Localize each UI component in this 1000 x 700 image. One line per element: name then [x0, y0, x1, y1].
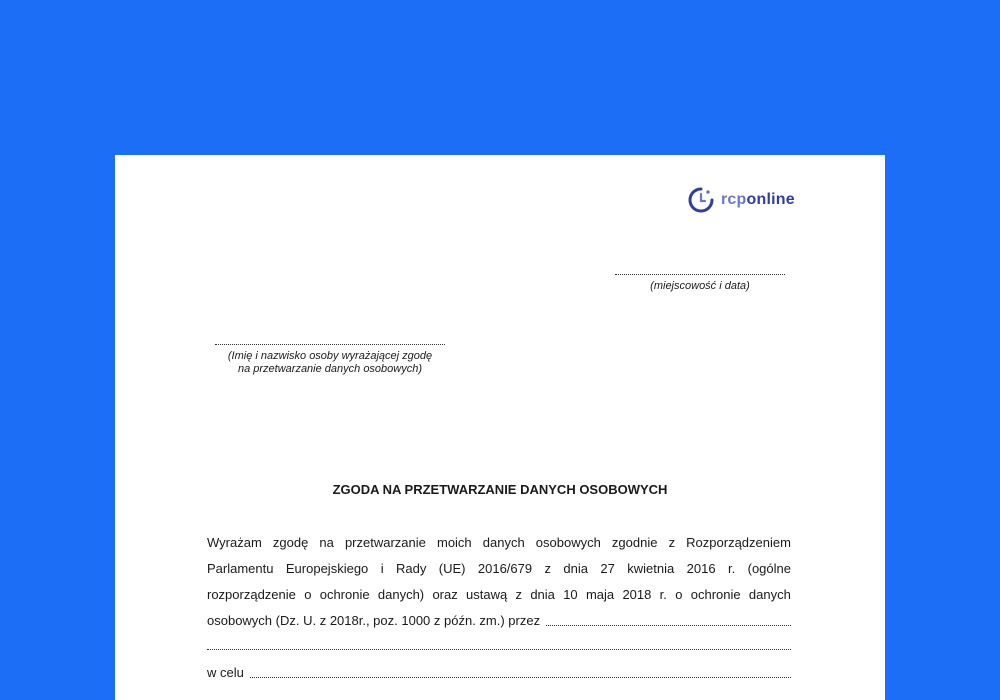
- body-word: r.: [727, 561, 736, 576]
- document-page: [115, 155, 885, 700]
- body-word: moich: [436, 535, 472, 550]
- body-word: zgodę: [272, 535, 309, 550]
- body-line-1: [207, 530, 791, 556]
- body-line-3: [207, 582, 791, 608]
- name-caption-line2: na przetwarzanie danych osobowych): [237, 363, 423, 375]
- body-word: (ogólne: [747, 561, 791, 576]
- body-word: o: [304, 587, 312, 602]
- body-word: na: [319, 535, 334, 550]
- body-line-2: [207, 556, 791, 582]
- body-word: danych: [482, 535, 525, 550]
- purpose-dotted-line: [250, 660, 791, 678]
- body-word: Rozporządzeniem: [686, 535, 791, 550]
- clock-icon: [687, 186, 715, 214]
- document-title: ZGODA NA PRZETWARZANIE DANYCH OSOBOWYCH: [332, 482, 668, 497]
- body-word: kwietnia: [627, 561, 675, 576]
- body-word: 27: [600, 561, 615, 576]
- body-word: i: [380, 561, 384, 576]
- body-line-4-text: osobowych (Dz. U. z 2018r., poz. 1000 z późn. zm.) przez: [207, 613, 541, 628]
- body-word: 2016/679: [477, 561, 533, 576]
- body-word: zgodnie: [611, 535, 658, 550]
- body-word: Europejskiego: [285, 561, 369, 576]
- body-word: maja: [585, 587, 615, 602]
- body-word: Rady: [395, 561, 427, 576]
- body-word: Wyrażam: [207, 535, 262, 550]
- name-caption: [210, 350, 450, 376]
- rcponline-logo: [687, 185, 795, 215]
- body-word: (UE): [438, 561, 466, 576]
- name-caption-line1: (Imię i nazwisko osoby wyrażającej zgodę: [227, 350, 433, 362]
- body-word: 10: [563, 587, 578, 602]
- body-word: rozporządzenie: [207, 587, 296, 602]
- body-word: r.: [659, 587, 667, 602]
- body-word: ustawą: [466, 587, 508, 602]
- body-word: danych: [748, 587, 791, 602]
- body-word: dnia: [563, 561, 588, 576]
- body-word: danych): [377, 587, 425, 602]
- body-word: 2016: [686, 561, 716, 576]
- body-word: z: [668, 535, 676, 550]
- body-word: ochronie: [690, 587, 741, 602]
- logo-text: rcponline: [721, 191, 795, 208]
- body-word: osobowych: [535, 535, 601, 550]
- name-dotted-line: [215, 344, 445, 345]
- date-place-dotted-line: [615, 274, 785, 275]
- body-word: o: [675, 587, 683, 602]
- date-place-caption: (miejscowość i data): [650, 280, 750, 292]
- purpose-line: [207, 660, 791, 686]
- body-line-4: [207, 608, 791, 634]
- controller-dotted-line: [546, 608, 791, 626]
- body-word: z: [544, 561, 552, 576]
- body-word: ochronie: [319, 587, 370, 602]
- body-word: 2018: [622, 587, 652, 602]
- body-word: oraz: [432, 587, 458, 602]
- consent-body: [207, 530, 791, 700]
- body-word: Parlamentu: [207, 561, 274, 576]
- purpose-dotted-line-2: [207, 686, 791, 700]
- controller-dotted-line-2: [207, 634, 791, 660]
- body-word: dnia: [530, 587, 555, 602]
- body-word: przetwarzanie: [344, 535, 426, 550]
- body-word: z: [515, 587, 523, 602]
- purpose-label: w celu: [207, 665, 244, 680]
